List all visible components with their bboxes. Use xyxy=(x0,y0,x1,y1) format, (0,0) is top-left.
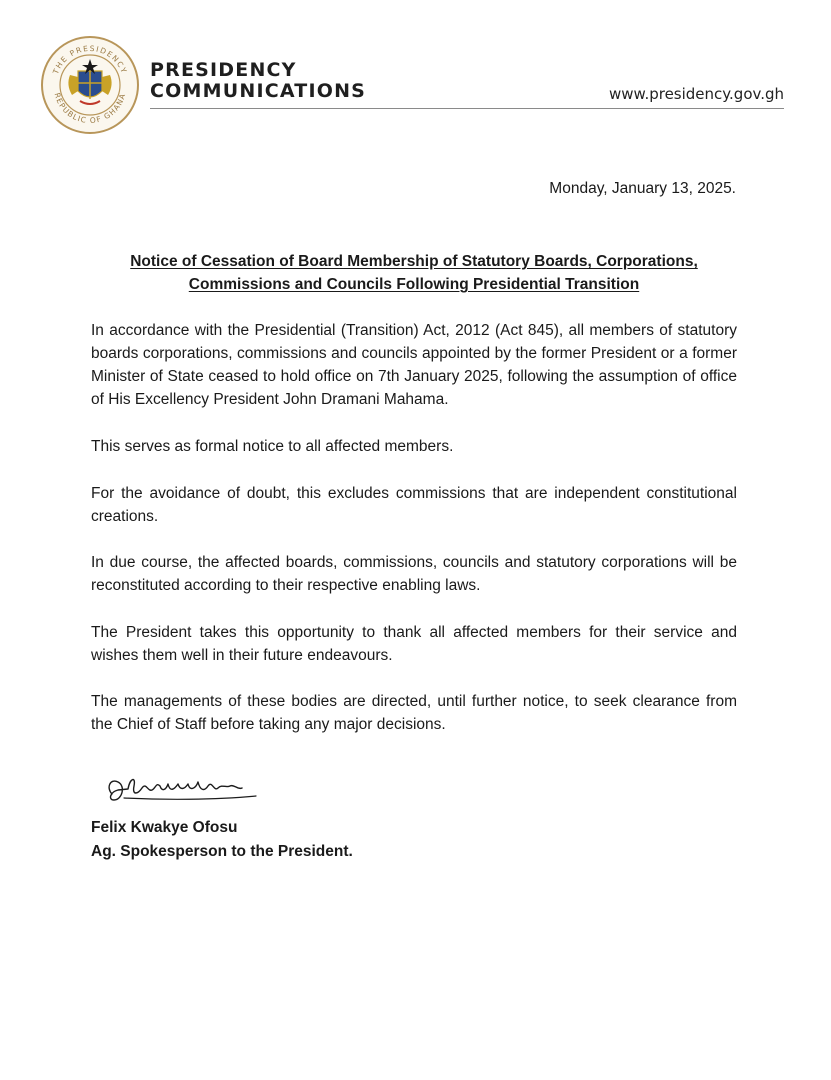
header-divider xyxy=(150,108,784,109)
presidency-seal xyxy=(40,35,140,135)
body-paragraph: The President takes this opportunity to thank all affected members for their service and wishes them well in their future endeavours. xyxy=(91,624,737,664)
brand-line-communications: COMMUNICATIONS xyxy=(150,80,367,102)
notice-title xyxy=(90,250,738,296)
brand-wordmark xyxy=(150,60,366,102)
letter-date: Monday, January 13, 2025. xyxy=(549,180,736,197)
body-paragraph: This serves as formal notice to all affected members. xyxy=(91,438,454,455)
svg-text:THE PRESIDENCY: THE PRESIDENCY xyxy=(51,43,129,76)
website-url: www.presidency.gov.gh xyxy=(609,85,784,103)
handwritten-signature xyxy=(104,770,264,812)
signatory-name: Felix Kwakye Ofosu xyxy=(91,819,238,836)
body-paragraph: For the avoidance of doubt, this excludes commissions that are independent constitutional creations. xyxy=(91,485,737,525)
svg-text:REPUBLIC OF GHANA: REPUBLIC OF GHANA xyxy=(52,91,128,126)
notice-title-line2: Commissions and Councils Following Presidential Transition xyxy=(188,276,640,293)
body-paragraph: In accordance with the Presidential (Transition) Act, 2012 (Act 845), all members of statutory boards corporations, commissions and councils appointed by the former President or a former Minister of State ceased to hold office on 7th January 2025, following the assumption of office of His Excellency President John Dramani Mahama. xyxy=(91,322,737,408)
signatory-title: Ag. Spokesperson to the President. xyxy=(91,843,353,860)
body-paragraph: In due course, the affected boards, commissions, councils and statutory corporations will be reconstituted according to their respective enabling laws. xyxy=(91,554,737,594)
signatory-block xyxy=(91,816,353,864)
body-paragraph: The managements of these bodies are directed, until further notice, to seek clearance from the Chief of Staff before taking any major decisions. xyxy=(91,693,737,733)
notice-title-line1: Notice of Cessation of Board Membership of Statutory Boards, Corporations, xyxy=(130,253,698,270)
brand-line-presidency: PRESIDENCY xyxy=(150,59,297,81)
